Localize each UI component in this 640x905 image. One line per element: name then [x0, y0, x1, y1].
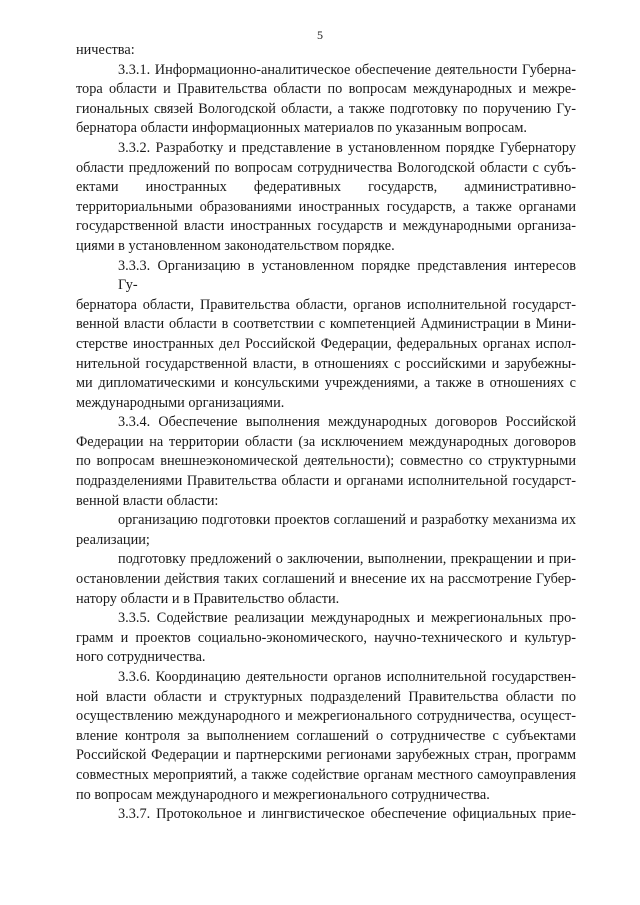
- paragraph-3-3-4-item-1: [76, 511, 576, 550]
- text-line: Федерации на территории области (за исключением международных договоров: [76, 433, 576, 450]
- text-line: стерстве иностранных дел Российской Федерации, федеральных органах испол-: [76, 335, 576, 352]
- paragraph-3-3-6: [76, 668, 576, 805]
- text-line: государственной власти иностранных государств и международными организа-: [76, 218, 576, 235]
- text-line: 3.3.7. Протокольное и лингвистическое обеспечение официальных прие-: [118, 806, 576, 823]
- paragraph-3-3-4-item-2: [76, 550, 576, 609]
- text-line: области предложений по вопросам сотрудничества Вологодской области с субъ-: [76, 159, 576, 176]
- text-line: Российской Федерации и партнерскими регионами зарубежных стран, программ: [76, 747, 576, 764]
- text-line: натору области и в Правительство области.: [76, 590, 340, 607]
- page-number: 5: [317, 28, 323, 42]
- text-line: организацию подготовки проектов соглашений и разработку механизма их: [118, 512, 576, 529]
- text-line: совместных мероприятий, а также содействие органам местного самоуправления: [76, 766, 576, 783]
- paragraph-3-3-7: [76, 805, 576, 825]
- text-line: тора области и Правительства области по вопросам международных и межре-: [76, 81, 576, 98]
- text-line: нительной государственной власти, в отношениях с российскими и зарубежны-: [76, 355, 576, 372]
- text-line: 3.3.3. Организацию в установленном порядке представления интересов Гу-: [118, 257, 576, 294]
- text-line: венной власти области:: [76, 492, 219, 509]
- text-line: грамм и проектов социально-экономического, научно-технического и культур-: [76, 629, 576, 646]
- text-line: осуществлению международного и межрегионального сотрудничества, осущест-: [76, 708, 576, 725]
- text-line: подразделениями Правительства области и органами исполнительной государст-: [76, 473, 576, 490]
- text-line: вление контроля за выполнением соглашений о сотрудничестве с субъектами: [76, 727, 576, 744]
- text-line: бернатора области, Правительства области, органов исполнительной государст-: [76, 296, 576, 313]
- text-line: 3.3.4. Обеспечение выполнения международных договоров Российской: [118, 414, 576, 431]
- text-line: циями в установленном законодательством порядке.: [76, 237, 395, 254]
- text-line: 3.3.2. Разработку и представление в установленном порядке Губернатору: [118, 139, 576, 156]
- text-line: ной власти области и структурных подразделений Правительства области по: [76, 688, 576, 705]
- text-line: остановлении действия таких соглашений и внесение их на рассмотрение Губер-: [76, 571, 576, 588]
- document-body: [76, 41, 576, 825]
- text-line: бернатора области информационных материалов по указанным вопросам.: [76, 120, 527, 137]
- text-line: ного сотрудничества.: [76, 649, 206, 666]
- text-line: территориальными образованиями иностранных государств, а также органами: [76, 198, 576, 215]
- paragraph-3-3-2: [76, 139, 576, 257]
- paragraph-3-3-4: [76, 413, 576, 511]
- text-line: гиональных связей Вологодской области, а также подготовку по поручению Гу-: [76, 100, 576, 117]
- text-line: 3.3.5. Содействие реализации международных и межрегиональных про-: [118, 610, 576, 627]
- text-line: 3.3.6. Координацию деятельности органов исполнительной государствен-: [118, 669, 576, 685]
- text-line: 3.3.1. Информационно-аналитическое обеспечение деятельности Губерна-: [118, 61, 576, 78]
- text-line: ектами иностранных федеративных государств, административно-: [76, 179, 576, 196]
- text-line: по вопросам внешнеэкономической деятельности); совместно со структурными: [76, 453, 576, 470]
- text-line: международными организациями.: [76, 394, 285, 411]
- paragraph-continuation: [76, 41, 576, 61]
- paragraph-3-3-1: [76, 61, 576, 139]
- text-line: ничества:: [76, 42, 135, 58]
- paragraph-3-3-5: [76, 609, 576, 668]
- text-line: по вопросам международного и межрегионального сотрудничества.: [76, 786, 490, 803]
- text-line: подготовку предложений о заключении, выполнении, прекращении и при-: [118, 551, 576, 568]
- text-line: ми дипломатическими и консульскими учреждениями, а также в отношениях с: [76, 375, 576, 392]
- text-line: венной власти области в соответствии с компетенцией Администрации в Мини-: [76, 316, 576, 333]
- text-line: реализации;: [76, 531, 150, 548]
- paragraph-3-3-3: [76, 257, 576, 414]
